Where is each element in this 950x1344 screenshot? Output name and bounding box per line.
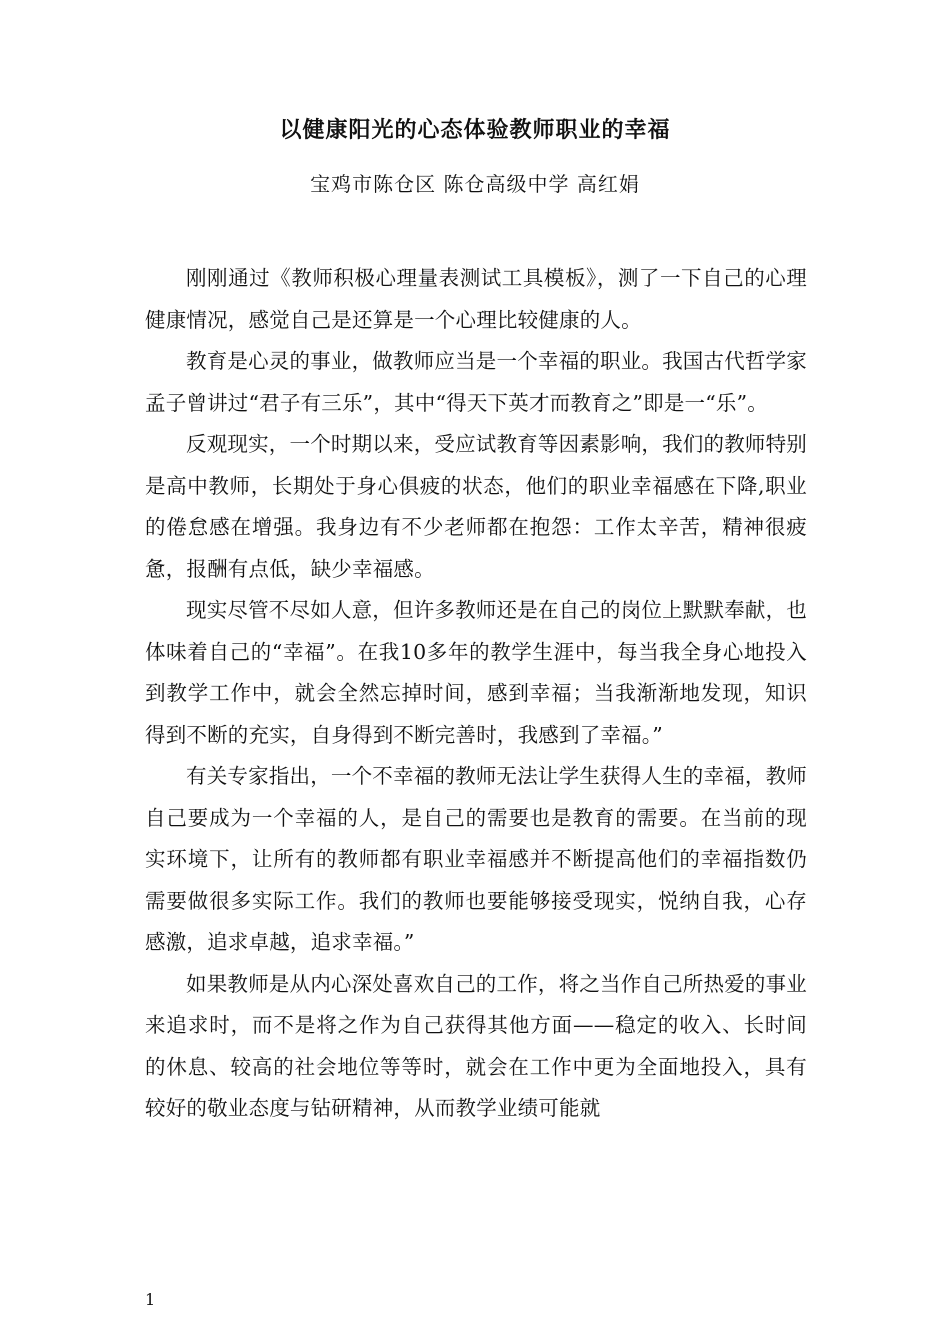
- paragraph: 教育是心灵的事业，做教师应当是一个幸福的职业。我国古代哲学家孟子曾讲过“君子有三乐”，其中“得天下英才而教育之”即是一“乐”。: [145, 349, 807, 415]
- paragraph: 反观现实，一个时期以来，受应试教育等因素影响，我们的教师特别是高中教师，长期处于身心俱疲的状态，他们的职业幸福感在下降,职业的倦怠感在增强。我身边有不少老师都在抱怨：工作太辛苦，精神很疲惫，报酬有点低，缺少幸福感。: [145, 432, 807, 581]
- paragraph: 如果教师是从内心深处喜欢自己的工作，将之当作自己所热爱的事业来追求时，而不是将之作为自己获得其他方面——稳定的收入、长时间的休息、较高的社会地位等等时，就会在工作中更为全面地投入，具有较好的敬业态度与钻研精神，从而教学业绩可能就: [145, 971, 807, 1120]
- document-body: [145, 258, 807, 1130]
- paragraph: 现实尽管不尽如人意，但许多教师还是在自己的岗位上默默奉献，也体味着自己的“幸福”。在我10多年的教学生涯中，每当我全身心地投入到教学工作中，就会全然忘掉时间，感到幸福；当我渐渐地发现，知识得到不断的充实，自身得到不断完善时，我感到了幸福。”: [145, 598, 807, 747]
- paragraph: 有关专家指出，一个不幸福的教师无法让学生获得人生的幸福，教师自己要成为一个幸福的人，是自己的需要也是教育的需要。在当前的现实环境下，让所有的教师都有职业幸福感并不断提高他们的幸福指数仍需要做很多实际工作。我们的教师也要能够接受现实，悦纳自我，心存感激，追求卓越，追求幸福。”: [145, 764, 807, 954]
- author-line: 宝鸡市陈仓区 陈仓高级中学 高红娟: [310, 172, 640, 196]
- paragraph: 刚刚通过《教师积极心理量表测试工具模板》，测了一下自己的心理健康情况，感觉自己是还算是一个心理比较健康的人。: [145, 266, 807, 332]
- page-title: 以健康阳光的心态体验教师职业的幸福: [279, 117, 671, 143]
- page-number: 1: [145, 1290, 156, 1309]
